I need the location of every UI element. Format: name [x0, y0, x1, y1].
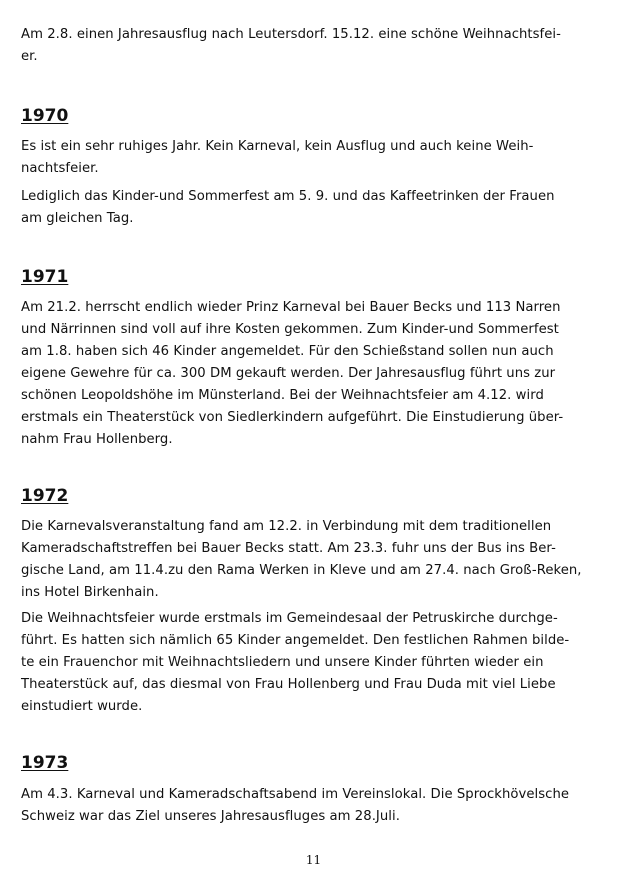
text-line: te ein Frauenchor mit Weihnachtsliedern und unsere Kinder führten wieder ein	[21, 655, 544, 670]
text-line: erstmals ein Theaterstück von Siedlerkindern aufgeführt. Die Einstudierung über-	[21, 410, 564, 425]
text-line: nachtsfeier.	[21, 161, 99, 176]
text-line: schönen Leopoldshöhe im Münsterland. Bei der Weihnachtsfeier am 4.12. wird	[21, 388, 544, 403]
year-heading-1972: 1972	[21, 486, 69, 506]
text-line: Am 21.2. herrscht endlich wieder Prinz Karneval bei Bauer Becks und 113 Narren	[21, 300, 561, 315]
page-number: 11	[305, 853, 322, 867]
text-line: Schweiz war das Ziel unseres Jahresausfluges am 28.Juli.	[21, 809, 400, 824]
text-line: Theaterstück auf, das diesmal von Frau Hollenberg und Frau Duda mit viel Liebe	[21, 677, 556, 692]
text-line: am 1.8. haben sich 46 Kinder angemeldet. Für den Schießstand sollen nun auch	[21, 344, 554, 359]
paragraph-1970-2	[21, 186, 606, 230]
paragraph-1970-1	[21, 136, 606, 180]
text-line: Am 4.3. Karneval und Kameradschaftsabend im Vereinslokal. Die Sprockhövelsche	[21, 787, 570, 802]
year-heading-1970: 1970	[21, 106, 69, 126]
paragraph-1971-1	[21, 297, 606, 451]
text-line: einstudiert wurde.	[21, 699, 143, 714]
text-line: gische Land, am 11.4.zu den Rama Werken in Kleve und am 27.4. nach Groß-Reken,	[21, 563, 582, 578]
paragraph-1973-1	[21, 784, 606, 828]
intro-paragraph	[21, 24, 606, 68]
text-line: Lediglich das Kinder-und Sommerfest am 5. 9. und das Kaffeetrinken der Frauen	[21, 189, 555, 204]
text-line: Die Weihnachtsfeier wurde erstmals im Gemeindesaal der Petruskirche durchge-	[21, 611, 558, 626]
text-line: und Närrinnen sind voll auf ihre Kosten gekommen. Zum Kinder-und Sommerfest	[21, 322, 559, 337]
text-line: führt. Es hatten sich nämlich 65 Kinder angemeldet. Den festlichen Rahmen bilde-	[21, 633, 570, 648]
text-line: ins Hotel Birkenhain.	[21, 585, 159, 600]
text-line: Es ist ein sehr ruhiges Jahr. Kein Karneval, kein Ausflug und auch keine Weih-	[21, 139, 534, 154]
paragraph-1972-1	[21, 516, 606, 604]
paragraph-1972-2	[21, 608, 606, 718]
year-heading-1971: 1971	[21, 267, 69, 287]
text-line: Die Karnevalsveranstaltung fand am 12.2. in Verbindung mit dem traditionellen	[21, 519, 552, 534]
text-line: am gleichen Tag.	[21, 211, 134, 226]
text-line: Am 2.8. einen Jahresausflug nach Leutersdorf. 15.12. eine schöne Weihnachtsfei-	[21, 27, 561, 42]
text-line: Kameradschaftstreffen bei Bauer Becks statt. Am 23.3. fuhr uns der Bus ins Ber-	[21, 541, 556, 556]
year-heading-1973: 1973	[21, 753, 69, 773]
text-line: nahm Frau Hollenberg.	[21, 432, 173, 447]
text-line: er.	[21, 49, 38, 64]
text-line: eigene Gewehre für ca. 300 DM gekauft werden. Der Jahresausflug führt uns zur	[21, 366, 556, 381]
